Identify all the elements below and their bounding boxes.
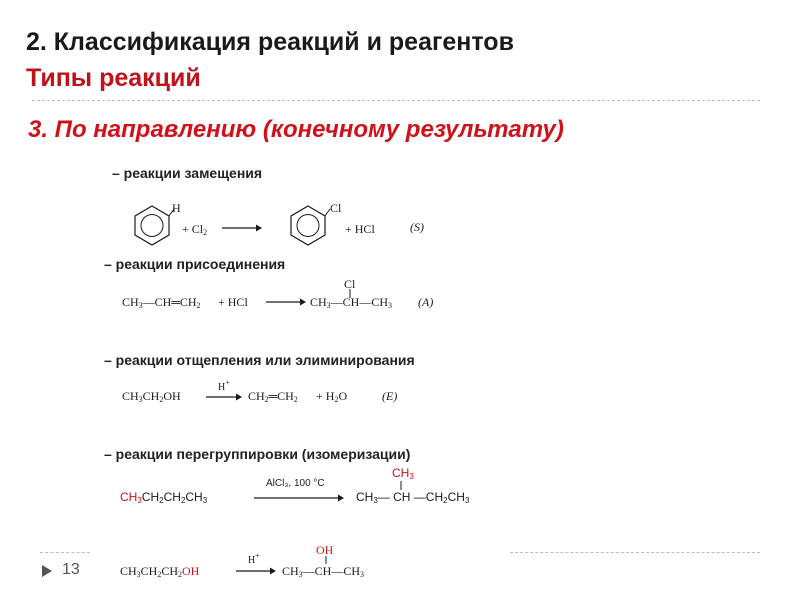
- arrow-icon: [236, 566, 276, 576]
- arrow-icon: [222, 223, 262, 233]
- arrow-icon: [266, 297, 306, 307]
- elimination-label: – реакции отщепления или элиминирования: [104, 352, 415, 368]
- slide-subtitle: Типы реакций: [26, 64, 201, 92]
- rearrangement-reactant: $CH_3CH_2CH_2CH_3$: [120, 490, 208, 505]
- substitution-reagent: + $Cl_2$: [182, 222, 208, 237]
- slide-marker-icon: [42, 565, 52, 577]
- elimination-reactant: $CH_3CH_2OH$: [122, 389, 181, 404]
- substitution-tag: (S): [410, 220, 424, 234]
- benzene-ring-product: [288, 204, 328, 246]
- substitution-h: H: [172, 201, 181, 215]
- rearrangement-conditions: AlCl₃, 100 °C: [266, 478, 325, 489]
- substitution-product: + HCl: [345, 222, 375, 236]
- arrow-icon: [254, 493, 344, 503]
- elimination-catalyst: H+: [218, 378, 230, 393]
- section-heading: 3. По направлению (конечному результату): [28, 116, 564, 143]
- elimination-product: $CH_2═CH_2$: [248, 389, 298, 404]
- substitution-cl: Cl: [330, 201, 342, 215]
- extra-reactant: $CH_3CH_2CH_2OH$: [120, 564, 200, 579]
- slide-title: 2. Классификация реакций и реагентов: [26, 28, 514, 56]
- arrow-icon: [206, 392, 242, 402]
- addition-product-cl: Cl: [344, 277, 356, 291]
- addition-tag: (A): [418, 295, 434, 309]
- extra-product: $CH_3—CH—CH_3$: [282, 564, 365, 579]
- elimination-water: + $H_2O$: [316, 389, 348, 404]
- header-divider: [32, 100, 760, 101]
- extra-catalyst: H+: [248, 551, 260, 566]
- footer-divider-right: [510, 552, 760, 553]
- addition-reactant: $CH_3—CH═CH_2$: [122, 295, 201, 310]
- rearrangement-label: – реакции перегруппировки (изомеризации): [104, 446, 411, 462]
- addition-label: – реакции присоединения: [104, 256, 286, 272]
- page-number: 13: [62, 561, 80, 578]
- extra-product-oh: OH: [316, 543, 334, 557]
- substitution-label: – реакции замещения: [112, 165, 263, 181]
- rearrangement-product-top: $CH_3$: [392, 466, 414, 481]
- elimination-tag: (E): [382, 389, 398, 403]
- benzene-ring-reactant: [132, 204, 172, 246]
- addition-reagent: + HCl: [218, 295, 248, 309]
- rearrangement-product: $CH_3—$ CH $—CH_2CH_3$: [356, 490, 470, 505]
- footer-divider-left: [40, 552, 90, 553]
- addition-product: $CH_3—CH—CH_3$: [310, 295, 393, 310]
